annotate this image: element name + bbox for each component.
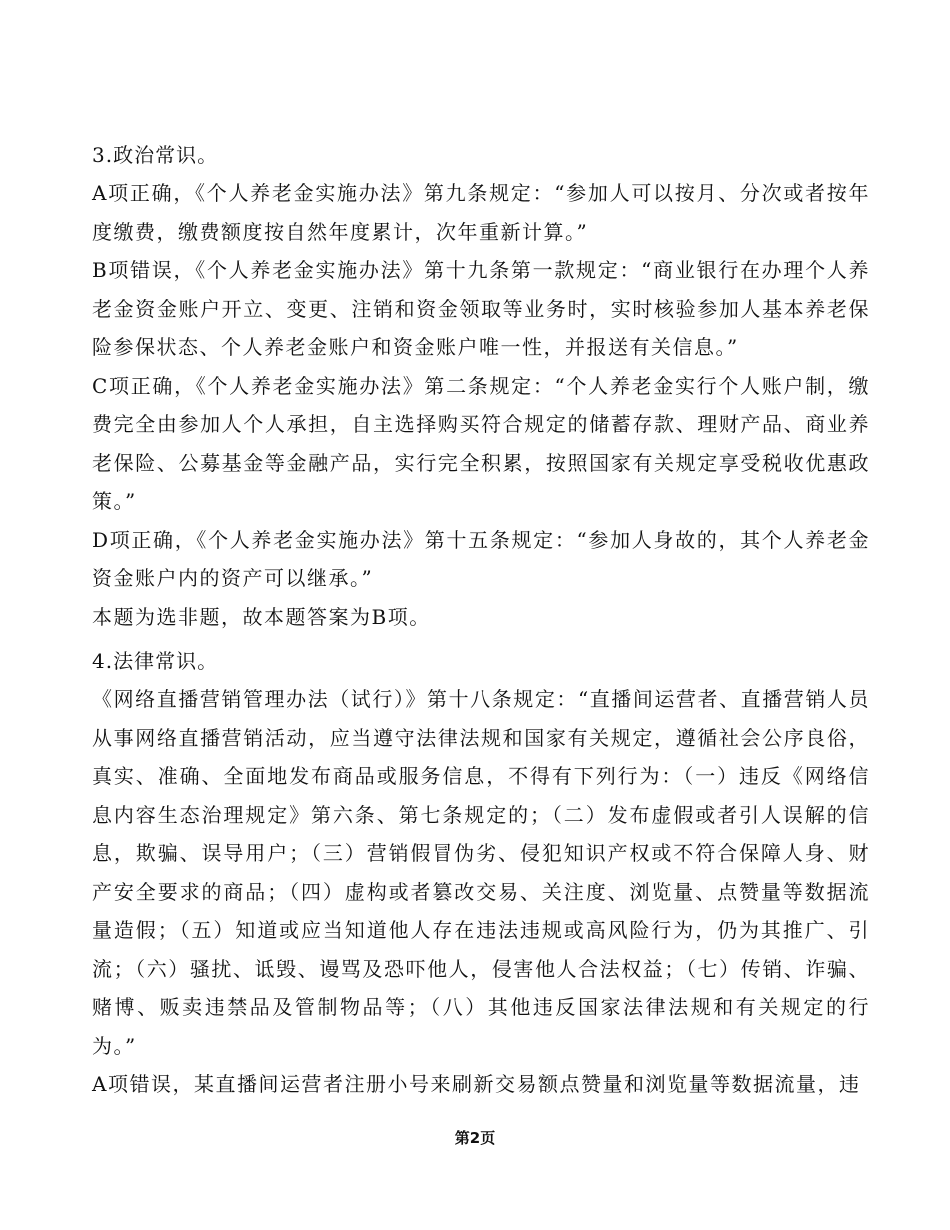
paragraph-option-d: D项正确，《个人养老金实施办法》第十五条规定：“参加人身故的，其个人养老金资金账户内的资产可以继承。” — [92, 527, 870, 590]
paragraph-option-a: A项错误，某直播间运营者注册小号来刷新交易额点赞量和浏览量等数据流量，违 — [92, 1072, 861, 1096]
section-title: 3.政治常识。 — [92, 143, 219, 167]
section-law — [92, 642, 870, 1104]
paragraph-option-a: A项正确，《个人养老金实施办法》第九条规定：“参加人可以按月、分次或者按年度缴费，缴费额度按自然年度累计，次年重新计算。” — [92, 181, 870, 244]
section-title: 4.法律常识。 — [92, 649, 219, 673]
paragraph-option-b: B项错误，《个人养老金实施办法》第十九条第一款规定：“商业银行在办理个人养老金资金账户开立、变更、注销和资金领取等业务时，实时核验参加人基本养老保险参保状态、个人养老金账户和资金账户唯一性，并报送有关信息。” — [92, 258, 870, 359]
paragraph-answer: 本题为选非题，故本题答案为B项。 — [92, 604, 431, 629]
section-politics — [92, 136, 870, 636]
paragraph-article-18: 《网络直播营销管理办法（试行）》第十八条规定：“直播间运营者、直播营销人员从事网络直播营销活动，应当遵守法律法规和国家有关规定，遵循社会公序良俗，真实、准确、全面地发布商品或服务信息，不得有下列行为：（一）违反《网络信息内容生态治理规定》第六条、第七条规定的；（二）发布虚假或者引人误解的信息，欺骗、误导用户；（三）营销假冒伪劣、侵犯知识产权或不符合保障人身、财产安全要求的商品；（四）虚构或者篡改交易、关注度、浏览量、点赞量等数据流量造假；（五）知道或应当知道他人存在违法违规或高风险行为，仍为其推广、引流；（六）骚扰、诋毁、谩骂及恐吓他人，侵害他人合法权益；（七）传销、诈骗、赌博、贩卖违禁品及管制物品等；（八）其他违反国家法律法规和有关规定的行为。” — [92, 687, 870, 1058]
paragraph-option-c: C项正确，《个人养老金实施办法》第二条规定：“个人养老金实行个人账户制，缴费完全由参加人个人承担，自主选择购买符合规定的储蓄存款、理财产品、商业养老保险、公募基金等金融产品，实行完全积累，按照国家有关规定享受税收优惠政策。” — [92, 373, 870, 513]
page-number: 第2页 — [454, 1129, 496, 1147]
page-content — [92, 136, 870, 1104]
